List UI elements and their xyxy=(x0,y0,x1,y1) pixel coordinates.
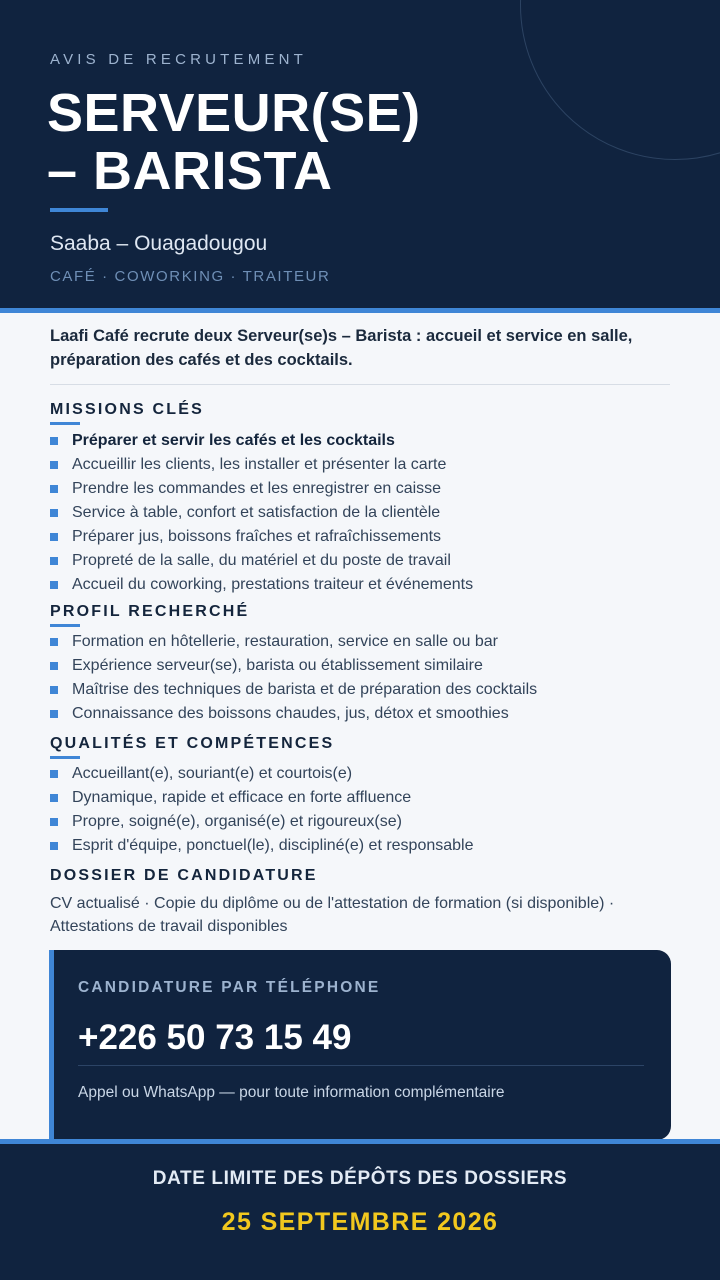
list-item xyxy=(50,501,690,525)
square-bullet-icon xyxy=(50,818,58,826)
section-underline xyxy=(50,422,80,425)
list-item-text: Expérience serveur(se), barista ou établissement similaire xyxy=(72,657,483,674)
section-title-label: PROFIL RECHERCHÉ xyxy=(50,603,250,620)
location: Saaba – Ouagadougou xyxy=(50,232,268,255)
footer-banner xyxy=(0,1144,720,1280)
header-banner xyxy=(0,0,720,308)
list-item xyxy=(50,525,690,549)
list-item-text: Accueillant(e), souriant(e) et courtois(e) xyxy=(72,765,353,782)
square-bullet-icon xyxy=(50,485,58,493)
list-item xyxy=(50,429,690,453)
section-title-missions xyxy=(50,401,204,425)
list-item-text: Accueillir les clients, les installer et présenter la carte xyxy=(72,456,447,473)
list-item-text: Dynamique, rapide et efficace en forte affluence xyxy=(72,789,412,806)
contact-divider xyxy=(78,1065,644,1066)
qualites-list xyxy=(50,762,690,858)
list-item-text: Propreté de la salle, du matériel et du poste de travail xyxy=(72,552,451,569)
list-item-text: Préparer jus, boissons fraîches et rafraîchissements xyxy=(72,528,442,545)
square-bullet-icon xyxy=(50,842,58,850)
list-item-text: Prendre les commandes et les enregistrer en caisse xyxy=(72,480,442,497)
square-bullet-icon xyxy=(50,533,58,541)
phone-number-link[interactable]: +226 50 73 15 49 xyxy=(78,1018,352,1057)
section-title-label: DOSSIER DE CANDIDATURE xyxy=(50,867,318,884)
square-bullet-icon xyxy=(50,794,58,802)
list-item xyxy=(50,573,690,597)
section-title-label: QUALITÉS ET COMPÉTENCES xyxy=(50,735,335,752)
square-bullet-icon xyxy=(50,662,58,670)
missions-list xyxy=(50,429,690,597)
square-bullet-icon xyxy=(50,686,58,694)
kicker: AVIS DE RECRUTEMENT xyxy=(50,51,308,68)
section-underline xyxy=(50,624,80,627)
deadline-label: DATE LIMITE DES DÉPÔTS DES DOSSIERS xyxy=(152,1168,568,1189)
section-underline xyxy=(50,756,80,759)
decorative-circle xyxy=(520,0,720,160)
title-underline xyxy=(50,208,108,212)
header-accent-stripe xyxy=(0,308,720,313)
list-item xyxy=(50,630,690,654)
deadline-date: 25 SEPTEMBRE 2026 xyxy=(221,1208,499,1236)
section-divider xyxy=(50,384,670,385)
tagline: CAFÉ · COWORKING · TRAITEUR xyxy=(50,268,331,285)
square-bullet-icon xyxy=(50,638,58,646)
square-bullet-icon xyxy=(50,581,58,589)
list-item xyxy=(50,453,690,477)
list-item-text: Connaissance des boissons chaudes, jus, détox et smoothies xyxy=(72,705,509,722)
list-item-text: Formation en hôtellerie, restauration, service en salle ou bar xyxy=(72,633,498,650)
list-item-text: Accueil du coworking, prestations traiteur et événements xyxy=(72,576,474,593)
list-item xyxy=(50,834,690,858)
profil-list xyxy=(50,630,690,726)
square-bullet-icon xyxy=(50,461,58,469)
square-bullet-icon xyxy=(50,509,58,517)
section-title-dossier xyxy=(50,867,318,885)
section-title-qualites xyxy=(50,735,334,759)
job-title xyxy=(47,84,421,200)
list-item-text: Préparer et servir les cafés et les cocktails xyxy=(72,432,395,449)
contact-card xyxy=(49,950,671,1140)
section-title-label: MISSIONS CLÉS xyxy=(50,401,204,418)
contact-label: CANDIDATURE PAR TÉLÉPHONE xyxy=(78,979,381,996)
list-item xyxy=(50,810,690,834)
list-item xyxy=(50,702,690,726)
intro-text: Laafi Café recrute deux Serveur(se)s – Barista : accueil et service en salle, préparation des cafés et des cocktails. xyxy=(50,327,633,369)
section-title-profil xyxy=(50,603,249,627)
square-bullet-icon xyxy=(50,710,58,718)
square-bullet-icon xyxy=(50,770,58,778)
list-item xyxy=(50,762,690,786)
job-title-line-1: SERVEUR(SE) xyxy=(47,83,421,143)
list-item-text: Service à table, confort et satisfaction de la clientèle xyxy=(72,504,441,521)
dossier-text: CV actualisé · Copie du diplôme ou de l'attestation de formation (si disponible) · Attestations de travail disponibles xyxy=(50,895,615,935)
list-item-text: Esprit d'équipe, ponctuel(le), discipliné(e) et responsable xyxy=(72,837,474,854)
list-item xyxy=(50,786,690,810)
list-item xyxy=(50,654,690,678)
list-item xyxy=(50,678,690,702)
job-title-line-2: – BARISTA xyxy=(47,141,333,201)
square-bullet-icon xyxy=(50,437,58,445)
contact-note: Appel ou WhatsApp — pour toute information complémentaire xyxy=(78,1084,505,1101)
square-bullet-icon xyxy=(50,557,58,565)
list-item xyxy=(50,477,690,501)
list-item xyxy=(50,549,690,573)
list-item-text: Maîtrise des techniques de barista et de préparation des cocktails xyxy=(72,681,538,698)
list-item-text: Propre, soigné(e), organisé(e) et rigoureux(se) xyxy=(72,813,402,830)
